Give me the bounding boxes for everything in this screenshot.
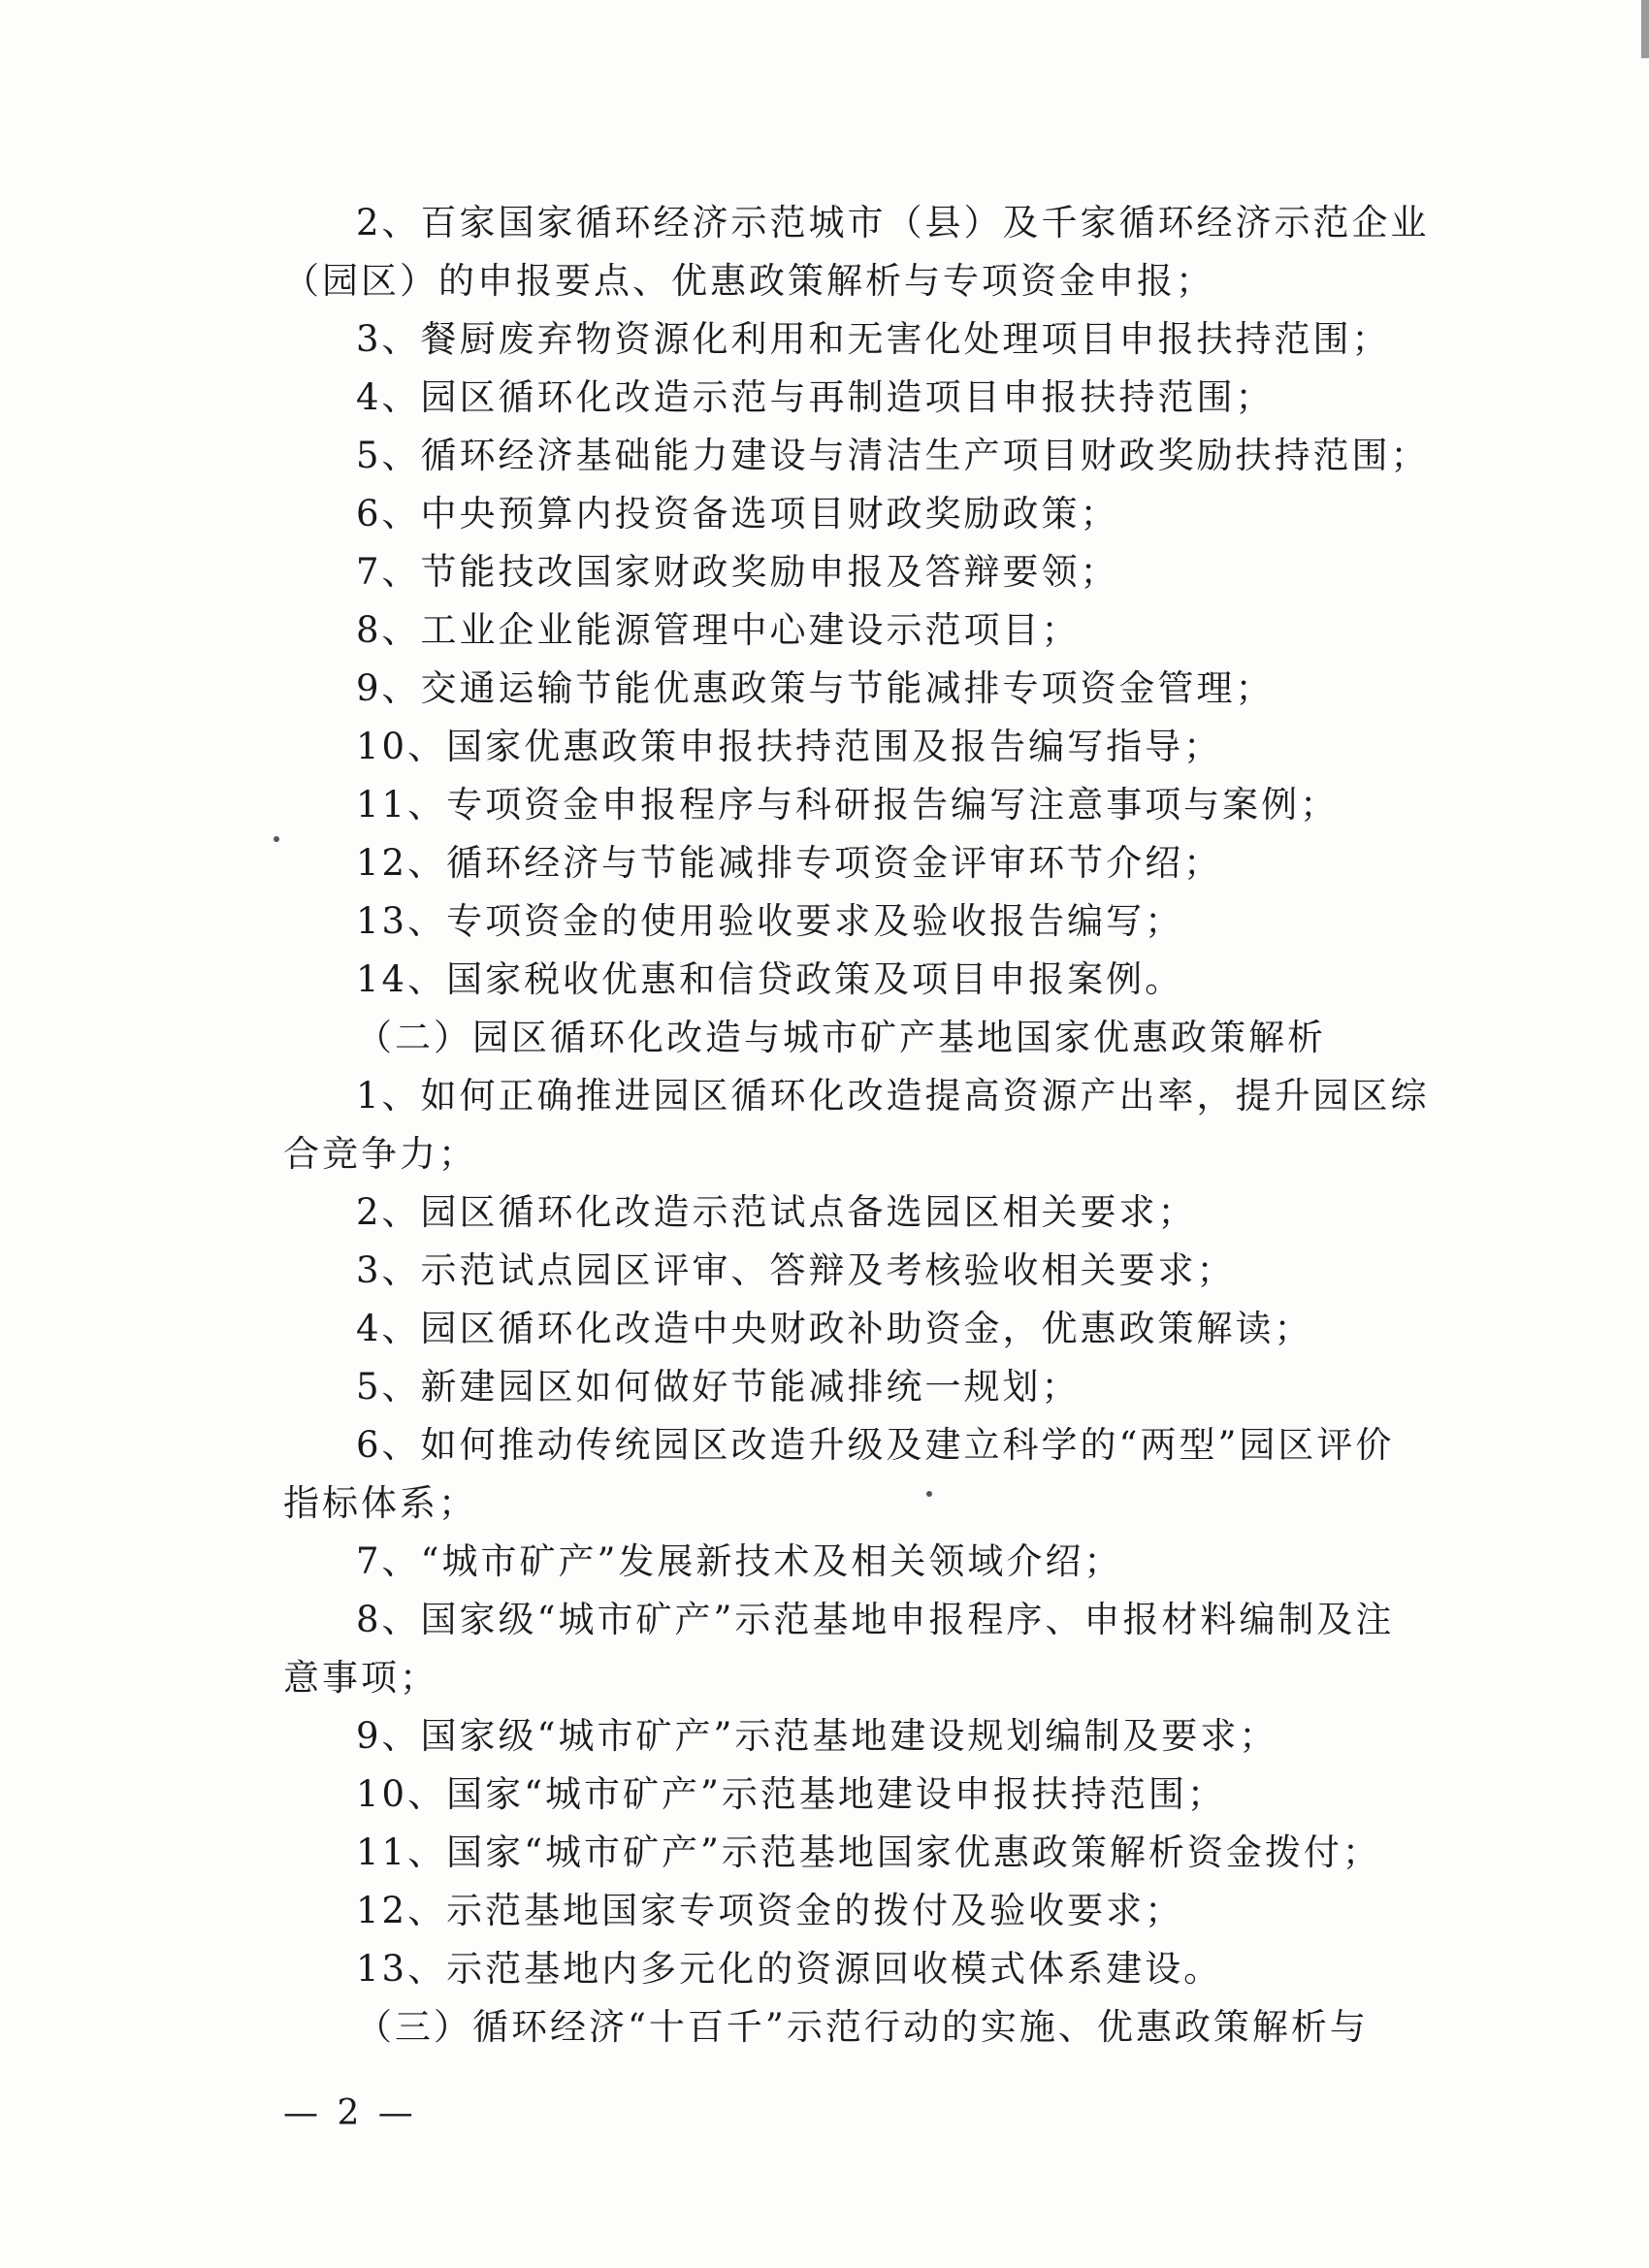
text-line: （二）园区循环化改造与城市矿产基地国家优惠政策解析 bbox=[356, 1017, 1326, 1058]
text-line: 7、节能技改国家财政奖励申报及答辩要领； bbox=[356, 551, 1119, 593]
page-number: — 2 — bbox=[283, 2093, 417, 2133]
scan-speck bbox=[926, 1491, 932, 1497]
text-line: 6、如何推动传统园区改造升级及建立科学的“两型”园区评价 bbox=[356, 1424, 1395, 1466]
text-line: 5、新建园区如何做好节能减排统一规划； bbox=[356, 1366, 1081, 1408]
text-line: 12、循环经济与节能减排专项资金评审环节介绍； bbox=[356, 842, 1223, 884]
text-line: 8、工业企业能源管理中心建设示范项目； bbox=[356, 609, 1081, 651]
text-line: 5、循环经济基础能力建设与清洁生产项目财政奖励扶持范围； bbox=[356, 435, 1430, 476]
text-line: 合竞争力； bbox=[283, 1133, 477, 1175]
text-line: 意事项； bbox=[283, 1657, 438, 1699]
text-line: 11、国家“城市矿产”示范基地国家优惠政策解析资金拨付； bbox=[356, 1831, 1381, 1873]
text-line: 6、中央预算内投资备选项目财政奖励政策； bbox=[356, 493, 1119, 535]
text-line: 13、专项资金的使用验收要求及验收报告编写； bbox=[356, 900, 1184, 942]
text-line: 10、国家“城市矿产”示范基地建设申报扶持范围； bbox=[356, 1773, 1226, 1815]
text-line: 7、“城市矿产”发展新技术及相关领域介绍； bbox=[356, 1540, 1123, 1582]
text-line: 14、国家税收优惠和信贷政策及项目申报案例。 bbox=[356, 958, 1184, 1000]
scan-speck bbox=[274, 836, 279, 842]
text-line: 3、餐厨废弃物资源化利用和无害化处理项目申报扶持范围； bbox=[356, 318, 1391, 360]
text-line: （三）循环经济“十百千”示范行动的实施、优惠政策解析与 bbox=[356, 2006, 1369, 2048]
text-line: 1、如何正确推进园区循环化改造提高资源产出率，提升园区综 bbox=[356, 1075, 1430, 1117]
text-line: 11、专项资金申报程序与科研报告编写注意事项与案例； bbox=[356, 784, 1340, 826]
text-line: 2、园区循环化改造示范试点备选园区相关要求； bbox=[356, 1191, 1197, 1233]
text-line: 4、园区循环化改造示范与再制造项目申报扶持范围； bbox=[356, 376, 1275, 418]
text-line: 8、国家级“城市矿产”示范基地申报程序、申报材料编制及注 bbox=[356, 1599, 1395, 1640]
text-line: 9、国家级“城市矿产”示范基地建设规划编制及要求； bbox=[356, 1715, 1278, 1757]
text-line: 3、示范试点园区评审、答辩及考核验收相关要求； bbox=[356, 1249, 1236, 1291]
text-line: 指标体系； bbox=[283, 1482, 477, 1524]
text-line: 2、百家国家循环经济示范城市（县）及千家循环经济示范企业 bbox=[356, 202, 1430, 243]
scan-edge-mark bbox=[1641, 0, 1649, 58]
text-line: 10、国家优惠政策申报扶持范围及报告编写指导； bbox=[356, 726, 1223, 767]
document-body bbox=[283, 194, 1462, 2057]
text-line: 4、园区循环化改造中央财政补助资金，优惠政策解读； bbox=[356, 1308, 1313, 1349]
text-line: 9、交通运输节能优惠政策与节能减排专项资金管理； bbox=[356, 667, 1275, 709]
text-line: （园区）的申报要点、优惠政策解析与专项资金申报； bbox=[283, 260, 1214, 302]
text-line: 12、示范基地国家专项资金的拨付及验收要求； bbox=[356, 1890, 1184, 1931]
text-line: 13、示范基地内多元化的资源回收模式体系建设。 bbox=[356, 1948, 1223, 1990]
